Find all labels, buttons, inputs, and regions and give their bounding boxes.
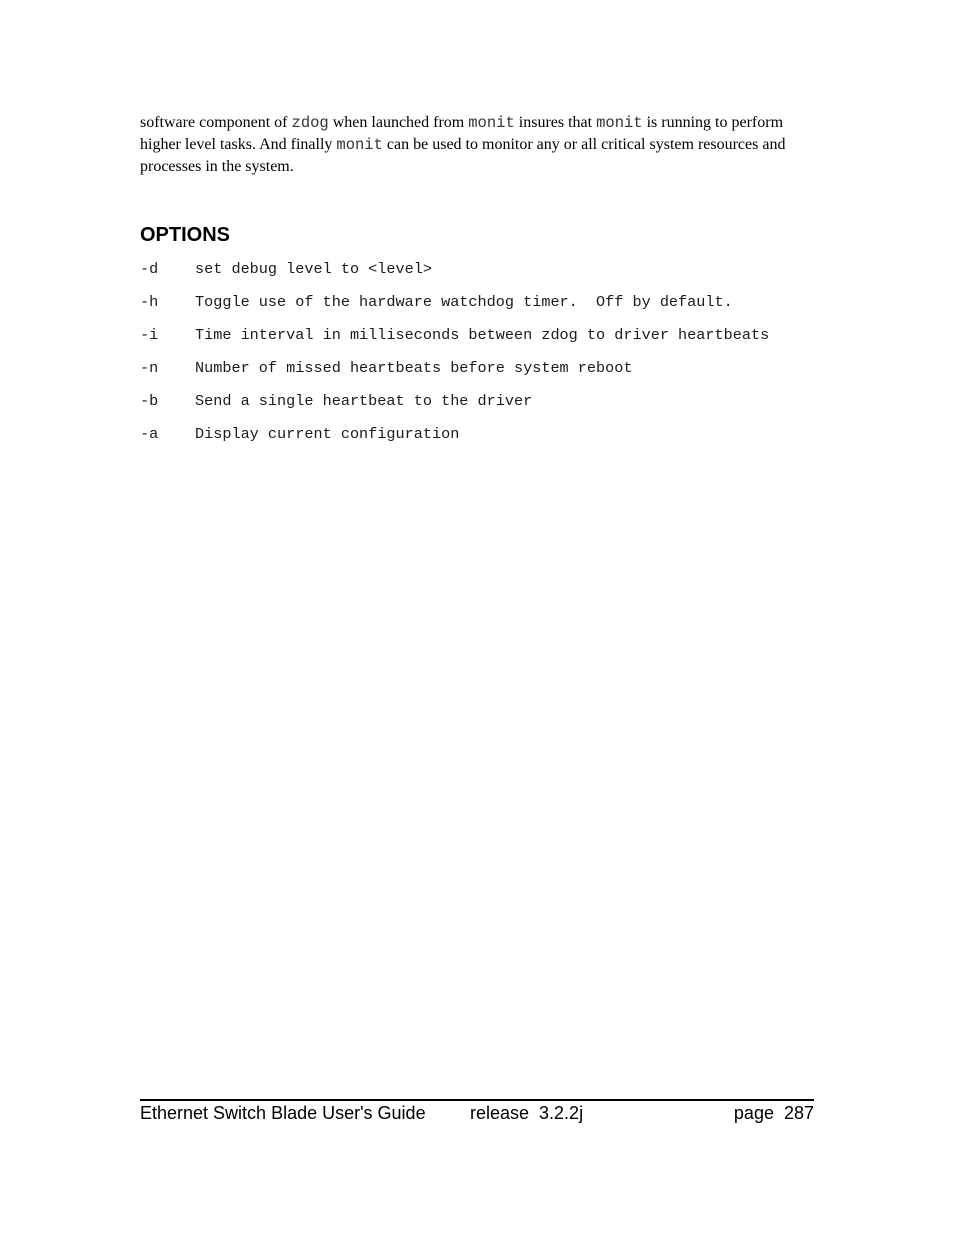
option-description: Send a single heartbeat to the driver [195, 392, 533, 410]
option-flag: -h [140, 293, 159, 311]
page-footer [140, 1101, 814, 1125]
option-description: Display current configuration [195, 425, 460, 443]
option-item [140, 392, 840, 411]
intro-paragraph [140, 112, 820, 177]
code-zdog: zdog [291, 114, 329, 132]
intro-text-2: when launched from [328, 114, 469, 131]
footer-page-number: page 287 [733, 1103, 814, 1123]
option-description: Time interval in milliseconds between zdog to driver heartbeats [195, 326, 770, 344]
option-description: Number of missed heartbeats before system reboot [195, 359, 633, 377]
option-flag: -n [140, 359, 159, 377]
footer-release: release 3.2.2j [470, 1103, 584, 1123]
option-item [140, 359, 840, 378]
option-description: set debug level to <level> [195, 260, 432, 278]
option-item [140, 326, 840, 345]
code-monit: monit [468, 114, 515, 132]
intro-text-5: can be used to monitor any or all critical system resources and processes in the system. [140, 136, 786, 175]
option-flag: -d [140, 260, 159, 278]
code-monit: monit [336, 136, 383, 154]
option-description: Toggle use of the hardware watchdog timer. Off by default. [195, 293, 733, 311]
option-flag: -b [140, 392, 159, 410]
code-monit: monit [596, 114, 643, 132]
option-item [140, 425, 840, 444]
option-item [140, 293, 840, 312]
options-list [140, 260, 840, 458]
intro-text-1: software component of [140, 114, 292, 131]
option-flag: -i [140, 326, 159, 344]
section-heading-options: OPTIONS [140, 224, 231, 246]
option-item [140, 260, 840, 279]
option-flag: -a [140, 425, 159, 443]
footer-guide-title: Ethernet Switch Blade User's Guide [140, 1103, 426, 1123]
intro-text-4: is running to perform higher level tasks. And finally [140, 114, 784, 153]
intro-text-3: insures that [514, 114, 597, 131]
